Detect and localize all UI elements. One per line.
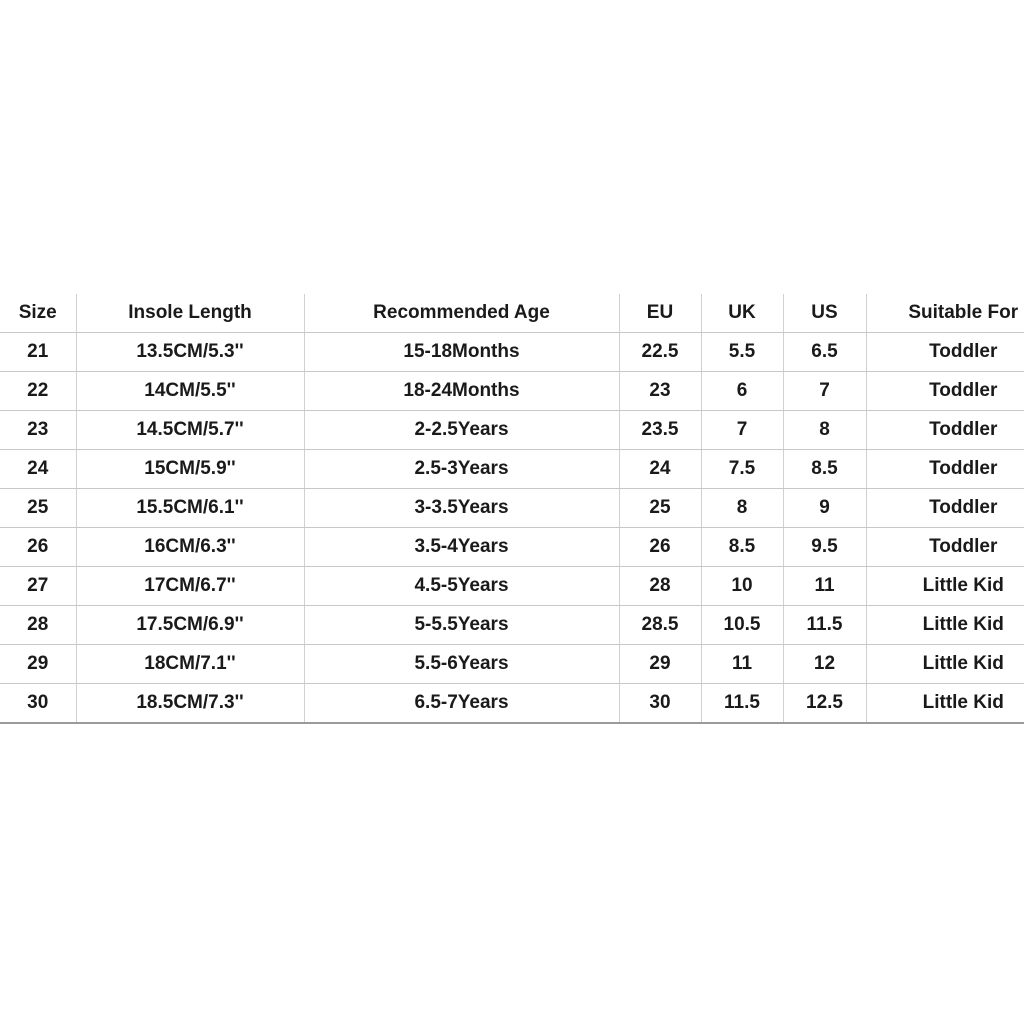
table-body — [0, 333, 1024, 724]
table-row — [0, 645, 1024, 684]
cell-insole-length: 14CM/5.5'' — [76, 372, 304, 411]
cell-eu: 30 — [619, 684, 701, 724]
header-uk: UK — [701, 294, 783, 333]
cell-us: 7 — [783, 372, 866, 411]
cell-recommended-age: 18-24Months — [304, 372, 619, 411]
cell-suitable-for: Toddler — [866, 372, 1024, 411]
cell-uk: 11 — [701, 645, 783, 684]
table-row — [0, 684, 1024, 724]
cell-eu: 29 — [619, 645, 701, 684]
header-size: Size — [0, 294, 76, 333]
header-insole-length: Insole Length — [76, 294, 304, 333]
cell-size: 27 — [0, 567, 76, 606]
header-recommended-age: Recommended Age — [304, 294, 619, 333]
cell-uk: 6 — [701, 372, 783, 411]
cell-suitable-for: Toddler — [866, 450, 1024, 489]
cell-us: 9 — [783, 489, 866, 528]
table-row — [0, 606, 1024, 645]
cell-insole-length: 13.5CM/5.3'' — [76, 333, 304, 372]
cell-suitable-for: Toddler — [866, 411, 1024, 450]
cell-suitable-for: Little Kid — [866, 645, 1024, 684]
cell-eu: 26 — [619, 528, 701, 567]
cell-suitable-for: Toddler — [866, 528, 1024, 567]
cell-insole-length: 18CM/7.1'' — [76, 645, 304, 684]
cell-us: 12 — [783, 645, 866, 684]
cell-us: 11.5 — [783, 606, 866, 645]
cell-insole-length: 14.5CM/5.7'' — [76, 411, 304, 450]
cell-uk: 10.5 — [701, 606, 783, 645]
cell-recommended-age: 3-3.5Years — [304, 489, 619, 528]
cell-insole-length: 17CM/6.7'' — [76, 567, 304, 606]
cell-size: 26 — [0, 528, 76, 567]
cell-uk: 8 — [701, 489, 783, 528]
cell-recommended-age: 2.5-3Years — [304, 450, 619, 489]
cell-suitable-for: Little Kid — [866, 606, 1024, 645]
cell-suitable-for: Toddler — [866, 333, 1024, 372]
table-row — [0, 489, 1024, 528]
cell-recommended-age: 15-18Months — [304, 333, 619, 372]
cell-insole-length: 15.5CM/6.1'' — [76, 489, 304, 528]
cell-uk: 7.5 — [701, 450, 783, 489]
cell-recommended-age: 5-5.5Years — [304, 606, 619, 645]
cell-suitable-for: Toddler — [866, 489, 1024, 528]
table-row — [0, 567, 1024, 606]
cell-us: 9.5 — [783, 528, 866, 567]
cell-suitable-for: Little Kid — [866, 567, 1024, 606]
cell-insole-length: 18.5CM/7.3'' — [76, 684, 304, 724]
cell-recommended-age: 4.5-5Years — [304, 567, 619, 606]
cell-uk: 5.5 — [701, 333, 783, 372]
cell-suitable-for: Little Kid — [866, 684, 1024, 724]
cell-recommended-age: 6.5-7Years — [304, 684, 619, 724]
cell-uk: 8.5 — [701, 528, 783, 567]
cell-eu: 28.5 — [619, 606, 701, 645]
cell-eu: 25 — [619, 489, 701, 528]
cell-uk: 10 — [701, 567, 783, 606]
cell-eu: 22.5 — [619, 333, 701, 372]
cell-eu: 23 — [619, 372, 701, 411]
cell-size: 25 — [0, 489, 76, 528]
cell-size: 21 — [0, 333, 76, 372]
header-us: US — [783, 294, 866, 333]
cell-us: 11 — [783, 567, 866, 606]
cell-insole-length: 15CM/5.9'' — [76, 450, 304, 489]
cell-size: 22 — [0, 372, 76, 411]
cell-recommended-age: 2-2.5Years — [304, 411, 619, 450]
cell-size: 23 — [0, 411, 76, 450]
header-eu: EU — [619, 294, 701, 333]
cell-insole-length: 17.5CM/6.9'' — [76, 606, 304, 645]
cell-us: 6.5 — [783, 333, 866, 372]
cell-insole-length: 16CM/6.3'' — [76, 528, 304, 567]
cell-size: 30 — [0, 684, 76, 724]
table-row — [0, 411, 1024, 450]
cell-eu: 28 — [619, 567, 701, 606]
cell-recommended-age: 5.5-6Years — [304, 645, 619, 684]
table-header-row — [0, 294, 1024, 333]
cell-us: 8.5 — [783, 450, 866, 489]
size-chart-table — [0, 294, 1024, 724]
cell-eu: 23.5 — [619, 411, 701, 450]
cell-uk: 11.5 — [701, 684, 783, 724]
table-row — [0, 528, 1024, 567]
header-suitable-for: Suitable For — [866, 294, 1024, 333]
cell-size: 28 — [0, 606, 76, 645]
cell-size: 29 — [0, 645, 76, 684]
cell-recommended-age: 3.5-4Years — [304, 528, 619, 567]
cell-eu: 24 — [619, 450, 701, 489]
table-row — [0, 333, 1024, 372]
table-row — [0, 450, 1024, 489]
cell-us: 12.5 — [783, 684, 866, 724]
size-chart — [0, 294, 1024, 728]
cell-size: 24 — [0, 450, 76, 489]
cell-uk: 7 — [701, 411, 783, 450]
cell-us: 8 — [783, 411, 866, 450]
table-row — [0, 372, 1024, 411]
